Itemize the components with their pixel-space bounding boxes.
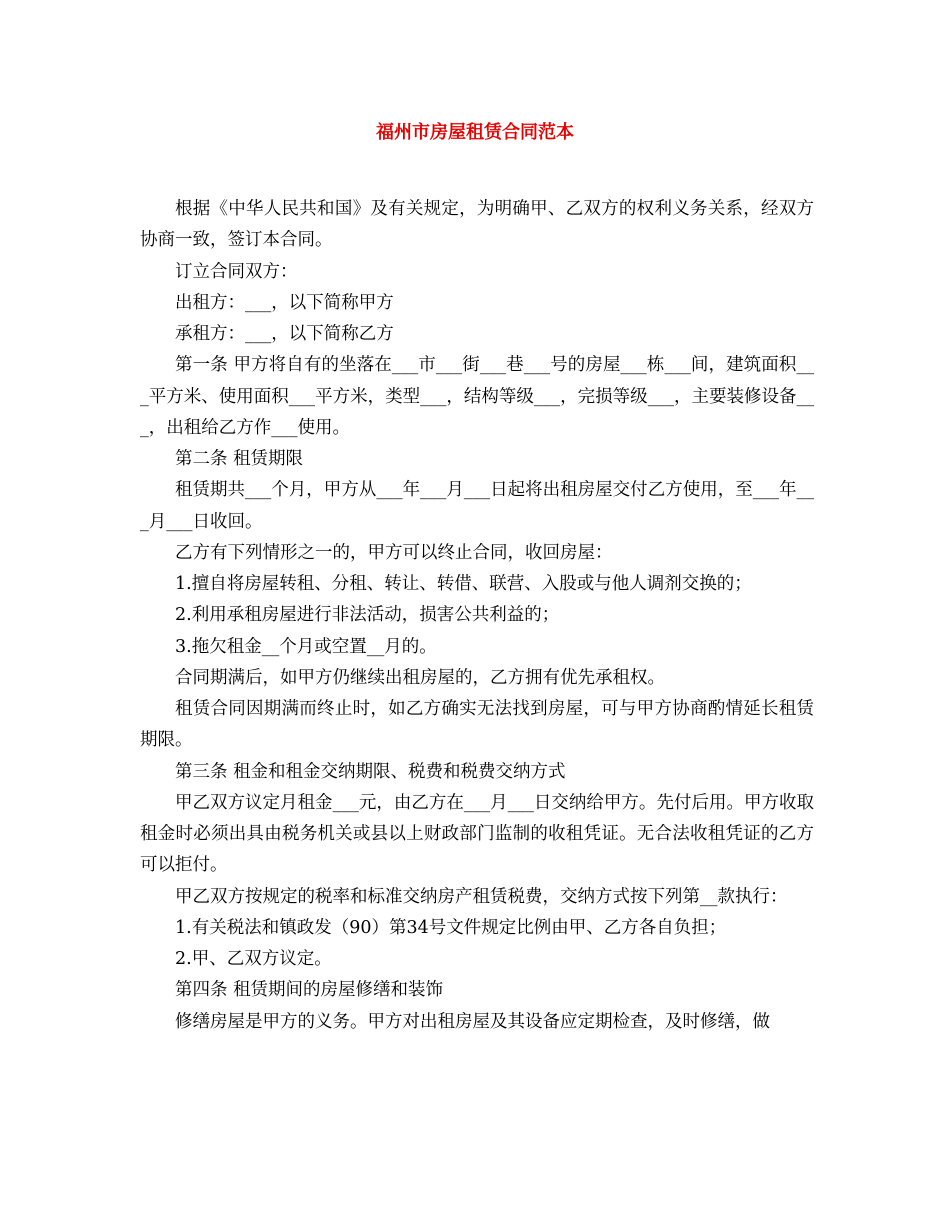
paragraph: 订立合同双方： <box>175 261 298 282</box>
paragraph: 租赁合同因期满而终止时，如乙方确实无法找到房屋，可与甲方协商酌情延长租赁期限。 <box>140 699 814 751</box>
paragraph: 出租方：___，以下简称甲方 <box>175 292 394 313</box>
section-heading: 第三条 租金和租金交纳期限、税费和税费交纳方式 <box>175 761 566 782</box>
section-heading: 第四条 租赁期间的房屋修缮和装饰 <box>175 980 444 1001</box>
section-heading: 第二条 租赁期限 <box>175 449 304 469</box>
list-item: 1.有关税法和镇政发（90）第34号文件规定比例由甲、乙方各自负担； <box>175 917 727 938</box>
paragraph: 承租方：___，以下简称乙方 <box>175 324 394 344</box>
paragraph: 租赁期共___个月，甲方从___年___月___日起将出租房屋交付乙方使用，至___年___月___日收回。 <box>140 480 814 532</box>
list-item: 3.拖欠租金__个月或空置__月的。 <box>175 636 437 657</box>
paragraph: 修缮房屋是甲方的义务。甲方对出租房屋及其设备应定期检查，及时修缮，做 <box>175 1011 770 1032</box>
list-item: 2.甲、乙双方议定。 <box>175 949 332 969</box>
paragraph: 甲乙双方议定月租金___元，由乙方在___月___日交纳给甲方。先付后用。甲方收取租金时必须出具由税务机关或县以上财政部门监制的收租凭证。无合法收租凭证的乙方可以拒付。 <box>140 792 814 876</box>
list-item: 2.利用承租房屋进行非法活动，损害公共利益的； <box>175 605 560 626</box>
paragraph: 根据《中华人民共和国》及有关规定，为明确甲、乙双方的权利义务关系，经双方协商一致，签订本合同。 <box>140 199 814 251</box>
document-body <box>140 194 814 1038</box>
paragraph: 合同期满后，如甲方仍继续出租房屋的，乙方拥有优先承租权。 <box>175 667 665 688</box>
list-item: 1.擅自将房屋转租、分租、转让、转借、联营、入股或与他人调剂交换的； <box>175 574 752 594</box>
paragraph: 甲乙双方按规定的税率和标准交纳房产租赁税费，交纳方式按下列第__款执行： <box>175 886 788 907</box>
paragraph: 乙方有下列情形之一的，甲方可以终止合同，收回房屋： <box>175 542 613 563</box>
document-title: 福州市房屋租赁合同范本 <box>376 122 574 143</box>
paragraph: 第一条 甲方将自有的坐落在___市___街___巷___号的房屋___栋___间，建筑面积___平方米、使用面积___平方米，类型___，结构等级___，完损等级___，主要装修设备___，出租给乙方作___使用。 <box>140 355 814 438</box>
